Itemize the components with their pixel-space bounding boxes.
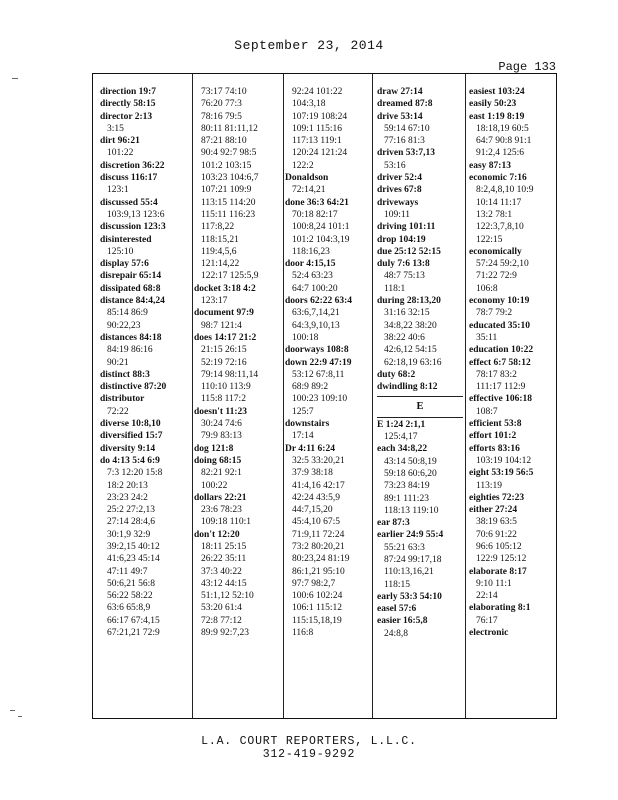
index-entry-continuation: 62:18,19 63:16 (384, 357, 442, 368)
index-entry-headword: discretion 36:22 (100, 160, 165, 171)
index-entry-continuation: 8:2,4,8,10 10:9 (476, 185, 534, 196)
index-entry-continuation: 23:6 78:23 (201, 505, 242, 516)
index-entry-continuation: 30:1,9 32:9 (107, 529, 151, 540)
index-entry-continuation: 42:24 43:5,9 (292, 492, 341, 503)
index-entry-headword: dwindling 8:12 (377, 382, 438, 393)
index-entry-continuation: 66:17 67:4,15 (107, 615, 160, 626)
index-entry-headword: distance 84:4,24 (100, 296, 165, 307)
index-entry-continuation: 80:23,24 81:19 (292, 554, 350, 565)
index-entry-continuation: 53:16 (384, 160, 406, 171)
index-entry-continuation: 92:24 101:22 (292, 87, 343, 97)
index-entry-headword: easel 57:6 (377, 604, 417, 615)
index-entry-continuation: 78:7 79:2 (476, 308, 513, 319)
index-entry-headword: duly 7:6 13:8 (377, 259, 430, 270)
index-entry-continuation: 38:22 40:6 (384, 332, 425, 343)
index-entry-continuation: 73:23 84:19 (384, 481, 430, 492)
page-footer (0, 735, 618, 761)
index-entry-continuation: 118:15,21 (201, 234, 239, 245)
index-entry-continuation: 44:7,15,20 (292, 505, 333, 516)
index-entry-headword: docket 3:18 4:2 (194, 283, 256, 294)
index-entry-headword: don't 12:20 (194, 529, 240, 540)
index-entry-continuation: 78:16 79:5 (201, 111, 242, 122)
index-entry-continuation: 52:4 63:23 (292, 271, 333, 282)
index-entry-continuation: 122:15 (476, 234, 503, 245)
letter-section-heading: E (416, 401, 424, 413)
index-entry-continuation: 42:6,12 54:15 (384, 345, 437, 356)
index-entry-continuation: 125:7 (292, 406, 314, 417)
index-entry-headword: discussed 55:4 (100, 197, 158, 208)
index-entry-continuation: 97:7 98:2,7 (292, 578, 336, 589)
index-entry-headword: direction 19:7 (100, 87, 157, 97)
index-entry-continuation: 113:15 114:20 (201, 197, 256, 208)
index-entry-headword: efforts 83:16 (469, 443, 520, 454)
index-entry-continuation: 35:11 (476, 332, 498, 343)
index-entry-continuation: 106:8 (476, 283, 498, 294)
index-entry-headword: eight 53:19 56:5 (469, 468, 534, 479)
index-entry-headword: effect 6:7 58:12 (469, 357, 531, 368)
index-entry-continuation: 125:10 (107, 246, 134, 257)
index-entry-headword: door 4:15,15 (285, 259, 336, 270)
index-entry-headword: driver 52:4 (377, 173, 422, 184)
index-entry-continuation: 91:2,4 125:6 (476, 148, 525, 159)
index-entry-continuation: 115:8 117:2 (201, 394, 246, 405)
index-entry-continuation: 101:2 104:3,19 (292, 234, 350, 245)
index-entry-continuation: 7:3 12:20 15:8 (107, 468, 163, 479)
index-entry-headword: dissipated 68:8 (100, 283, 161, 294)
index-entry-headword: dirt 96:21 (100, 136, 140, 147)
index-entry-headword: done 36:3 64:21 (285, 197, 349, 208)
index-entry-headword: effort 101:2 (469, 431, 517, 442)
index-entry-continuation: 79:9 83:13 (201, 431, 242, 442)
index-entry-headword: educated 35:10 (469, 320, 530, 331)
index-entry-headword: diversified 15:7 (100, 431, 163, 442)
index-entry-continuation: 103:19 104:12 (476, 455, 532, 466)
index-column-3 (285, 86, 371, 639)
index-entry-headword: distinctive 87:20 (100, 382, 167, 393)
index-entry-headword: driving 101:11 (377, 222, 436, 233)
index-entry-continuation: 85:14 86:9 (107, 308, 148, 319)
index-entry-headword: elaborating 8:1 (469, 603, 531, 614)
index-entry-continuation: 109:18 110:1 (201, 517, 252, 528)
index-entry-continuation: 107:19 108:24 (292, 111, 348, 122)
index-entry-continuation: 73:2 80:20,21 (292, 541, 345, 552)
index-entry-headword: discussion 123:3 (100, 222, 166, 233)
index-entry-continuation: 84:19 86:16 (107, 345, 153, 356)
index-entry-continuation: 107:21 109:9 (201, 185, 252, 196)
index-entry-continuation: 116:8 (292, 628, 314, 639)
index-entry-continuation: 52:19 72:16 (201, 357, 247, 368)
index-entry-continuation: 18:2 20:13 (107, 480, 148, 491)
index-entry-continuation: 115:11 116:23 (201, 209, 256, 220)
index-entry-headword: ear 87:3 (377, 518, 410, 529)
index-entry-continuation: 59:18 60:6,20 (384, 468, 437, 479)
index-entry-continuation: 100:18 (292, 332, 319, 343)
index-entry-continuation: 106:1 115:12 (292, 603, 343, 614)
index-entry-continuation: 100:22 (201, 480, 228, 491)
index-entry-continuation: 53:20 61:4 (201, 603, 242, 614)
index-entry-continuation: 115:15,18,19 (292, 615, 342, 626)
index-entry-continuation: 68:9 89:2 (292, 382, 329, 393)
index-entry-continuation: 76:17 (476, 615, 498, 626)
index-entry-headword: easy 87:13 (469, 160, 511, 171)
index-entry-continuation: 119:4,5,6 (201, 246, 237, 257)
index-entry-continuation: 3:15 (107, 123, 124, 134)
index-entry-continuation: 117:13 119:1 (292, 136, 342, 147)
index-entry-continuation: 122:3,7,8,10 (476, 222, 524, 233)
index-entry-headword: easiest 103:24 (469, 87, 525, 97)
index-entry-continuation: 18:11 25:15 (201, 541, 247, 552)
index-frame (92, 73, 557, 719)
index-entry-continuation: 77:16 81:3 (384, 136, 425, 147)
index-entry-continuation: 110:10 113:9 (201, 382, 251, 393)
index-entry-headword: dreamed 87:8 (377, 99, 433, 110)
index-entry-continuation: 78:17 83:2 (476, 369, 517, 380)
index-entry-continuation: 101:22 (107, 148, 134, 159)
index-entry-headword: drives 67:8 (377, 185, 422, 196)
scan-speck (18, 716, 22, 717)
index-entry-continuation: 30:24 74:6 (201, 419, 242, 430)
index-entry-headword: Dr 4:11 6:24 (285, 443, 335, 454)
index-entry-headword: diverse 10:8,10 (100, 419, 161, 430)
index-entry-continuation: 121:14,22 (201, 259, 240, 270)
index-entry-continuation: 56:22 58:22 (107, 591, 153, 602)
index-entry-continuation: 22:14 (476, 591, 498, 602)
index-entry-headword: effective 106:18 (469, 394, 533, 405)
index-entry-continuation: 17:14 (292, 431, 314, 442)
index-entry-continuation: 125:4,17 (384, 432, 418, 443)
page-number: Page 133 (498, 60, 556, 74)
index-entry-headword: downstairs (285, 419, 330, 430)
index-entry-headword: doesn't 11:23 (194, 406, 248, 417)
index-entry-continuation: 43:14 50:8,19 (384, 456, 437, 467)
index-entry-continuation: 76:20 77:3 (201, 99, 242, 110)
index-entry-continuation: 103:23 104:6,7 (201, 173, 259, 184)
index-entry-continuation: 89:1 111:23 (384, 493, 429, 504)
index-entry-continuation: 123:1 (107, 185, 129, 196)
index-entry-continuation: 25:2 27:2,13 (107, 505, 156, 516)
index-entry-headword: does 14:17 21:2 (194, 332, 257, 343)
footer-company: L.A. COURT REPORTERS, L.L.C. (201, 735, 417, 748)
index-entry-headword: distributor (100, 394, 145, 405)
index-entry-continuation: 80:11 81:11,12 (201, 123, 258, 134)
index-entry-headword: economic 7:16 (469, 173, 527, 184)
index-entry-continuation: 100:23 109:10 (292, 394, 348, 405)
index-entry-headword: dollars 22:21 (194, 492, 247, 503)
column-divider (372, 74, 373, 718)
index-entry-continuation: 64:3,9,10,13 (292, 320, 340, 331)
index-entry-headword: east 1:19 8:19 (469, 111, 525, 122)
index-entry-headword: disrepair 65:14 (100, 271, 162, 282)
index-entry-continuation: 89:9 92:7,23 (201, 628, 250, 639)
index-entry-continuation: 41:4,16 42:17 (292, 480, 345, 491)
index-entry-headword: E 1:24 2:1,1 (377, 419, 426, 430)
index-entry-headword: doorways 108:8 (285, 345, 349, 356)
index-entry-headword: Donaldson (285, 173, 329, 184)
index-entry-continuation: 47:11 49:7 (107, 566, 148, 577)
index-entry-continuation: 39:2,15 40:12 (107, 541, 160, 552)
index-entry-headword: due 25:12 52:15 (377, 246, 441, 257)
index-entry-continuation: 70:6 91:22 (476, 529, 517, 540)
index-entry-continuation: 118:1 (384, 283, 406, 294)
index-entry-continuation: 122:2 (292, 160, 314, 171)
index-entry-headword: during 28:13,20 (377, 296, 441, 307)
index-entry-headword: eighties 72:23 (469, 492, 525, 503)
index-entry-continuation: 45:4,10 67:5 (292, 517, 341, 528)
index-entry-continuation: 23:23 24:2 (107, 492, 148, 503)
index-entry-continuation: 123:17 (201, 296, 228, 307)
index-entry-headword: distances 84:18 (100, 332, 162, 343)
index-entry-headword: disinterested (100, 234, 152, 245)
footer-phone: 312-419-9292 (262, 748, 356, 761)
index-entry-continuation: 122:9 125:12 (476, 554, 527, 565)
index-entry-continuation: 64:7 90:8 91:1 (476, 136, 532, 147)
index-entry-headword: easier 16:5,8 (377, 616, 428, 627)
column-divider (283, 74, 284, 718)
index-entry-continuation: 38:19 63:5 (476, 517, 517, 528)
index-entry-headword: diversity 9:14 (100, 443, 156, 454)
index-entry-continuation: 34:8,22 38:20 (384, 320, 437, 331)
index-entry-continuation: 32:5 33:20,21 (292, 455, 345, 466)
index-entry-headword: draw 27:14 (377, 87, 423, 97)
index-entry-continuation: 111:17 112:9 (476, 382, 526, 393)
index-entry-headword: doors 62:22 63:4 (285, 296, 353, 307)
index-entry-continuation: 118:16,23 (292, 246, 330, 257)
column-divider (465, 74, 466, 718)
index-entry-headword: driveways (377, 197, 419, 208)
index-column-2 (194, 86, 282, 639)
index-entry-continuation: 118:13 119:10 (384, 505, 439, 516)
index-entry-headword: elaborate 8:17 (469, 566, 527, 577)
index-entry-headword: down 22:9 47:19 (285, 357, 352, 368)
index-entry-continuation: 113:19 (476, 480, 503, 491)
index-entry-headword: duty 68:2 (377, 369, 416, 380)
index-entry-continuation: 98:7 121:4 (201, 320, 242, 331)
index-entry-continuation: 48:7 75:13 (384, 271, 425, 282)
index-entry-headword: economy 10:19 (469, 296, 530, 307)
index-entry-continuation: 79:14 98:11,14 (201, 369, 259, 380)
index-entry-headword: directly 58:15 (100, 99, 156, 110)
index-entry-continuation: 122:17 125:5,9 (201, 271, 259, 282)
index-entry-continuation: 37:3 40:22 (201, 566, 242, 577)
index-entry-continuation: 118:15 (384, 579, 411, 590)
index-entry-continuation: 21:15 26:15 (201, 345, 247, 356)
index-entry-headword: document 97:9 (194, 308, 254, 319)
index-entry-headword: education 10:22 (469, 345, 534, 356)
index-entry-continuation: 120:24 121:24 (292, 148, 348, 159)
index-entry-continuation: 59:14 67:10 (384, 123, 430, 134)
index-entry-continuation: 71:9,11 72:24 (292, 529, 345, 540)
index-entry-continuation: 43:12 44:15 (201, 578, 247, 589)
index-entry-continuation: 72:8 77:12 (201, 615, 242, 626)
index-entry-headword: drop 104:19 (377, 234, 426, 245)
index-entry-headword: electronic (469, 628, 509, 639)
index-entry-continuation: 51:1,12 52:10 (201, 591, 254, 602)
index-entry-continuation: 90:4 92:7 98:5 (201, 148, 257, 159)
index-entry-headword: early 53:3 54:10 (377, 591, 442, 602)
index-entry-headword: earlier 24:9 55:4 (377, 530, 444, 541)
index-entry-continuation: 110:13,16,21 (384, 567, 434, 578)
index-entry-continuation: 72:14,21 (292, 185, 326, 196)
index-entry-continuation: 100:6 102:24 (292, 591, 343, 602)
index-entry-continuation: 26:22 35:11 (201, 554, 247, 565)
index-entry-continuation: 64:7 100:20 (292, 283, 338, 294)
index-entry-continuation: 55:21 63:3 (384, 542, 425, 553)
index-entry-continuation: 24:8,8 (384, 628, 409, 639)
index-entry-headword: distinct 88:3 (100, 369, 150, 380)
index-entry-continuation: 41:6,23 45:14 (107, 554, 160, 565)
index-entry-continuation: 72:22 (107, 406, 129, 417)
index-entry-continuation: 63:6 65:8,9 (107, 603, 151, 614)
index-entry-continuation: 108:7 (476, 406, 498, 417)
index-entry-continuation: 70:18 82:17 (292, 209, 338, 220)
index-entry-headword: economically (469, 246, 522, 257)
index-entry-continuation: 37:9 38:18 (292, 468, 333, 479)
index-entry-continuation: 57:24 59:2,10 (476, 259, 529, 270)
index-entry-continuation: 71:22 72:9 (476, 271, 517, 282)
index-entry-continuation: 9:10 11:1 (476, 578, 512, 589)
index-entry-continuation: 90:22,23 (107, 320, 141, 331)
index-entry-headword: display 57:6 (100, 259, 149, 270)
index-entry-continuation: 109:1 115:16 (292, 123, 343, 134)
index-entry-continuation: 103:9,13 123:6 (107, 209, 165, 220)
index-entry-headword: discuss 116:17 (100, 173, 158, 184)
index-entry-headword: each 34:8,22 (377, 444, 428, 455)
index-column-5 (469, 86, 555, 639)
index-entry-headword: driven 53:7,13 (377, 148, 436, 159)
index-entry-headword: either 27:24 (469, 505, 518, 516)
index-entry-continuation: 63:6,7,14,21 (292, 308, 340, 319)
index-column-4 (377, 86, 463, 640)
index-entry-continuation: 18:18,19 60:5 (476, 123, 529, 134)
index-entry-continuation: 73:17 74:10 (201, 87, 247, 97)
index-entry-continuation: 117:8,22 (201, 222, 235, 233)
index-entry-continuation: 96:6 105:12 (476, 541, 522, 552)
index-entry-continuation: 53:12 67:8,11 (292, 369, 345, 380)
index-entry-continuation: 50:6,21 56:8 (107, 578, 156, 589)
index-entry-continuation: 86:1,21 95:10 (292, 566, 345, 577)
index-entry-continuation: 27:14 28:4,6 (107, 517, 156, 528)
index-entry-continuation: 100:8,24 101:1 (292, 222, 350, 233)
index-entry-headword: do 4:13 5:4 6:9 (100, 455, 160, 466)
index-entry-headword: doing 68:15 (194, 455, 242, 466)
index-entry-headword: dog 121:8 (194, 443, 234, 454)
index-entry-continuation: 82:21 92:1 (201, 468, 242, 479)
index-entry-headword: director 2:13 (100, 111, 153, 122)
index-entry-headword: drive 53:14 (377, 111, 423, 122)
index-entry-continuation: 10:14 11:17 (476, 197, 522, 208)
page-date: September 23, 2014 (234, 38, 384, 53)
letter-rule (377, 396, 463, 398)
index-entry-continuation: 109:11 (384, 209, 411, 220)
index-entry-continuation: 90:21 (107, 357, 129, 368)
index-entry-continuation: 13:2 78:1 (476, 209, 513, 220)
index-entry-headword: easily 50:23 (469, 99, 517, 110)
index-entry-continuation: 104:3,18 (292, 99, 326, 110)
index-entry-continuation: 67:21,21 72:9 (107, 628, 160, 639)
index-entry-continuation: 101:2 103:15 (201, 160, 252, 171)
index-entry-continuation: 87:21 88:10 (201, 136, 247, 147)
index-entry-continuation: 87:24 99:17,18 (384, 554, 442, 565)
scan-speck (10, 710, 15, 711)
index-entry-headword: efficient 53:8 (469, 419, 522, 430)
scan-speck (12, 78, 18, 79)
column-divider (192, 74, 193, 718)
index-column-1 (100, 86, 190, 639)
index-entry-continuation: 31:16 32:15 (384, 308, 430, 319)
